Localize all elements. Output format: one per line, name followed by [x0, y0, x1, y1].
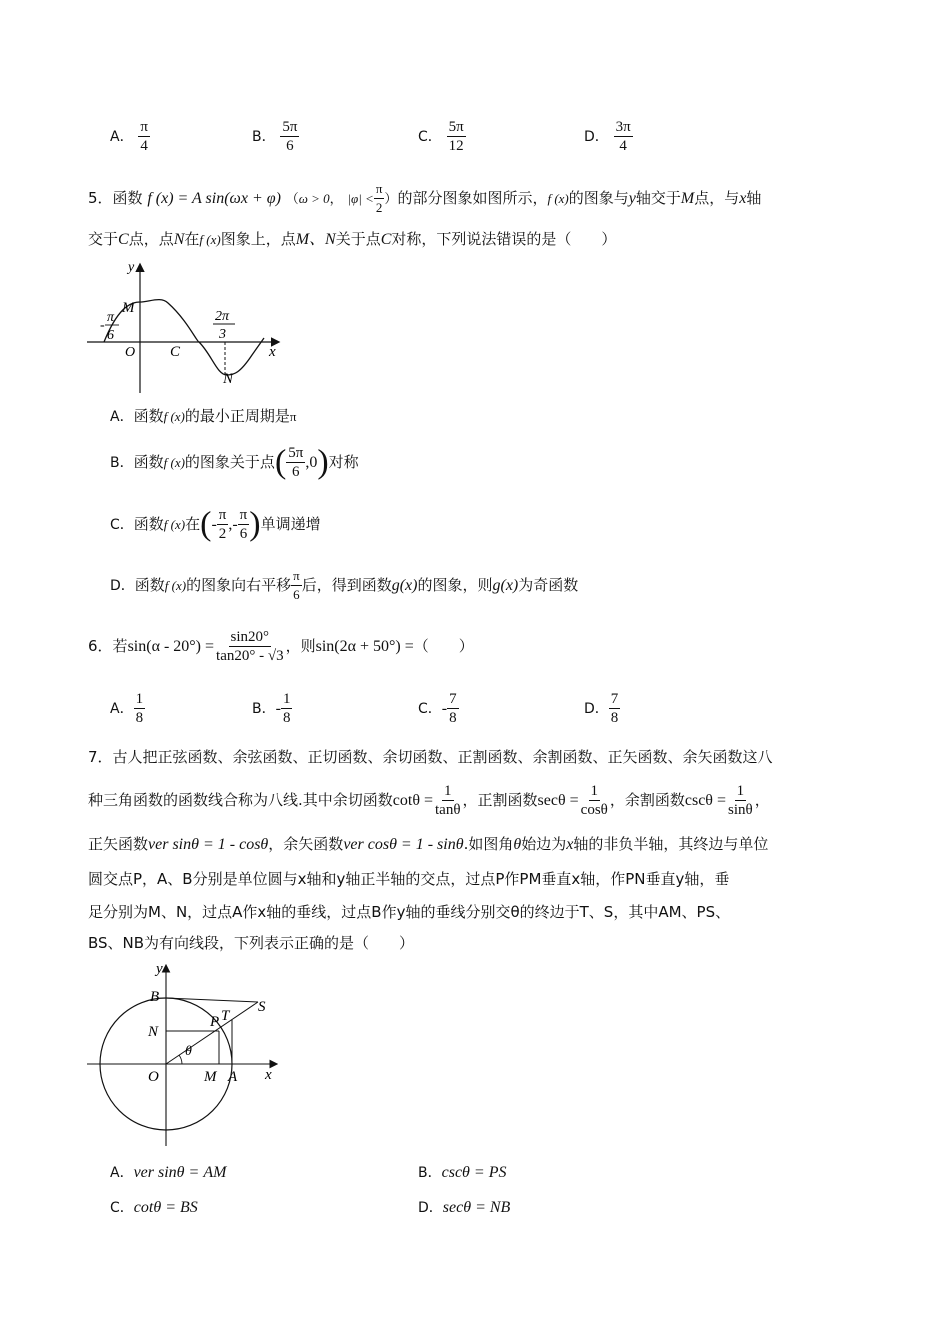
fig-label-s: S [258, 999, 266, 1015]
q6-option-b: B．- $\frac{1}{8}$ [252, 691, 291, 726]
q7-option-d: D．secθ = NB [418, 1199, 511, 1216]
terminal-side [166, 1002, 258, 1064]
q7-stem-line4: 圆交点P，A、B分别是单位圆与x轴和y轴正半轴的交点，过点P作PM垂直x轴，作PN垂直y轴，垂 [88, 870, 730, 888]
q5-option-c: C．函数f (x)在(- $\frac{\pi}{2}$ ,- $\frac{\pi}{6}$ )单调递增 [110, 505, 321, 543]
fig-label-n: N [148, 1024, 159, 1040]
q5-sine-graph [82, 255, 292, 395]
fig-label-p: P [210, 1014, 220, 1030]
angle-arc [179, 1055, 182, 1064]
fig-label-m: M [204, 1069, 217, 1085]
q4-option-a: A． $\frac{\pi}{4}$ [110, 119, 148, 154]
fig-label-b: B [150, 989, 160, 1005]
q7-stem-line2: 种三角函数的函数线合称为八线.其中余切函数cotθ = $\frac{1}{\tan\theta}$ ，正割函数secθ = $\frac{1}{\cos\theta}$ ，余割函数cscθ = $\frac{1}{\sin\theta}$ ， [88, 783, 770, 818]
graph-label-m: M [122, 300, 135, 316]
q5-stem-line2: 交于C点，点N在f (x)图象上，点M、N关于点C对称，下列说法错误的是（ ） [88, 230, 617, 248]
q7-stem-line5: 足分别为M、N，过点A作x轴的垂线，过点B作y轴的垂线分别交θ的终边于T、S，其中AM、PS、 [88, 903, 731, 921]
q7-unit-circle-figure [82, 958, 282, 1148]
graph-label-2pi: 2π [215, 309, 230, 324]
q4-option-d: D． $\frac{3\pi}{4}$ [584, 119, 631, 154]
graph-label-x: x [269, 344, 276, 360]
q4-option-c: C． $\frac{5\pi}{12}$ [418, 119, 464, 154]
q7-stem-line6: BS、NB为有向线段，下列表示正确的是（ ） [88, 934, 415, 952]
fig-label-y: y [156, 961, 163, 977]
q5-option-a: A．函数f (x)的最小正周期是π [110, 407, 297, 425]
graph-label-three: 3 [219, 327, 226, 342]
fig-label-theta: θ [185, 1044, 192, 1059]
graph-label-n: N [223, 371, 234, 387]
q5-stem-line1: 5．函数 f (x) = A sin(ωx + φ) （ω > 0， |φ| < $\frac{\pi}{2}$ ）的部分图象如图所示，f (x)的图象与y轴交于M点，与x轴 [88, 181, 762, 215]
graph-label-y: y [128, 260, 135, 275]
fig-label-o: O [148, 1069, 159, 1085]
q7-stem-line1: 7．古人把正弦函数、余弦函数、正切函数、余切函数、正割函数、余割函数、正矢函数、余矢函数这八 [88, 748, 773, 766]
q6-option-a: A． $\frac{1}{8}$ [110, 691, 144, 726]
fig-label-a: A [228, 1069, 238, 1085]
graph-label-c: C [170, 344, 181, 360]
graph-label-six: 6 [107, 328, 114, 343]
q6-option-c: C．- $\frac{7}{8}$ [418, 691, 457, 726]
graph-label-pi: π [107, 310, 115, 325]
q5-option-d: D．函数f (x)的图象向右平移 $\frac{\pi}{6}$ 后，得到函数g(x)的图象，则g(x)为奇函数 [110, 568, 579, 602]
q7-option-a: A．ver sinθ = AM [110, 1164, 227, 1181]
q6-option-d: D． $\frac{7}{8}$ [584, 691, 619, 726]
q4-option-b: B． $\frac{5\pi}{6}$ [252, 119, 298, 154]
q6-stem: 6．若sin(α - 20°) = $\frac{\sin 20^\circ}{\tan 20^\circ - √3}$ ，则sin(2α + 50°) =（ ） [88, 629, 474, 664]
fig-label-x: x [265, 1067, 272, 1083]
q7-option-b: B．cscθ = PS [418, 1164, 507, 1181]
q5-option-b: B．函数f (x)的图象关于点( $\frac{5\pi}{6}$ ,0)对称 [110, 443, 359, 481]
q7-stem-line3: 正矢函数ver sinθ = 1 - cosθ，余矢函数ver cosθ = 1 - sinθ.如图角θ始边为x轴的非负半轴，其终边与单位 [88, 835, 769, 853]
graph-label-neg: - [100, 318, 105, 333]
q7-option-c: C．cotθ = BS [110, 1199, 198, 1216]
fig-label-t: T [221, 1008, 230, 1024]
graph-label-o: O [125, 345, 136, 360]
